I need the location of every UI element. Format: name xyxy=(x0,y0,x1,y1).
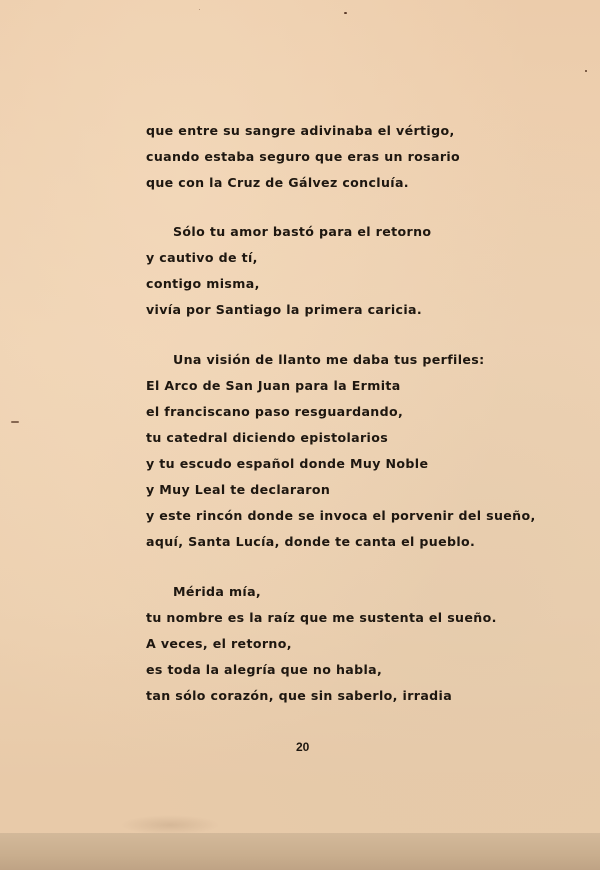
poem-line: el franciscano paso resguardando, xyxy=(146,404,404,419)
poem-line: vivía por Santiago la primera caricia. xyxy=(146,302,422,317)
stanza-3 xyxy=(146,347,536,555)
poem-body xyxy=(146,118,536,709)
paper-stain xyxy=(120,815,220,835)
ink-speck xyxy=(11,421,19,423)
poem-line: Sólo tu amor bastó para el retorno xyxy=(173,224,432,239)
poem-line: A veces, el retorno, xyxy=(146,636,292,651)
poem-line: aquí, Santa Lucía, donde te canta el pueblo. xyxy=(146,534,476,549)
page-bottom-edge xyxy=(0,833,600,870)
poem-line: y Muy Leal te declararon xyxy=(146,482,331,497)
poem-line: que entre su sangre adivinaba el vértigo, xyxy=(146,123,455,138)
poem-line: cuando estaba seguro que eras un rosario xyxy=(146,149,461,164)
poem-line: tu nombre es la raíz que me sustenta el sueño. xyxy=(146,610,497,625)
poem-line: y este rincón donde se invoca el porvenir del sueño, xyxy=(146,508,536,523)
page-number: 20 xyxy=(296,740,310,754)
poem-line: y cautivo de tí, xyxy=(146,250,258,265)
stanza-1 xyxy=(146,118,486,196)
poem-line: es toda la alegría que no habla, xyxy=(146,662,383,677)
poem-line: Una visión de llanto me daba tus perfiles: xyxy=(173,352,485,367)
poem-line: Mérida mía, xyxy=(173,584,262,599)
poem-line: tu catedral diciendo epistolarios xyxy=(146,430,389,445)
stanza-2 xyxy=(146,219,486,323)
poem-line: El Arco de San Juan para la Ermita xyxy=(146,378,401,393)
ink-speck xyxy=(585,70,587,72)
ink-speck xyxy=(199,9,200,10)
poem-line: y tu escudo español donde Muy Noble xyxy=(146,456,429,471)
poem-line: tan sólo corazón, que sin saberlo, irradia xyxy=(146,688,453,703)
poem-line: contigo misma, xyxy=(146,276,260,291)
stanza-4 xyxy=(146,579,497,709)
ink-speck xyxy=(344,12,347,14)
poem-line: que con la Cruz de Gálvez concluía. xyxy=(146,175,409,190)
